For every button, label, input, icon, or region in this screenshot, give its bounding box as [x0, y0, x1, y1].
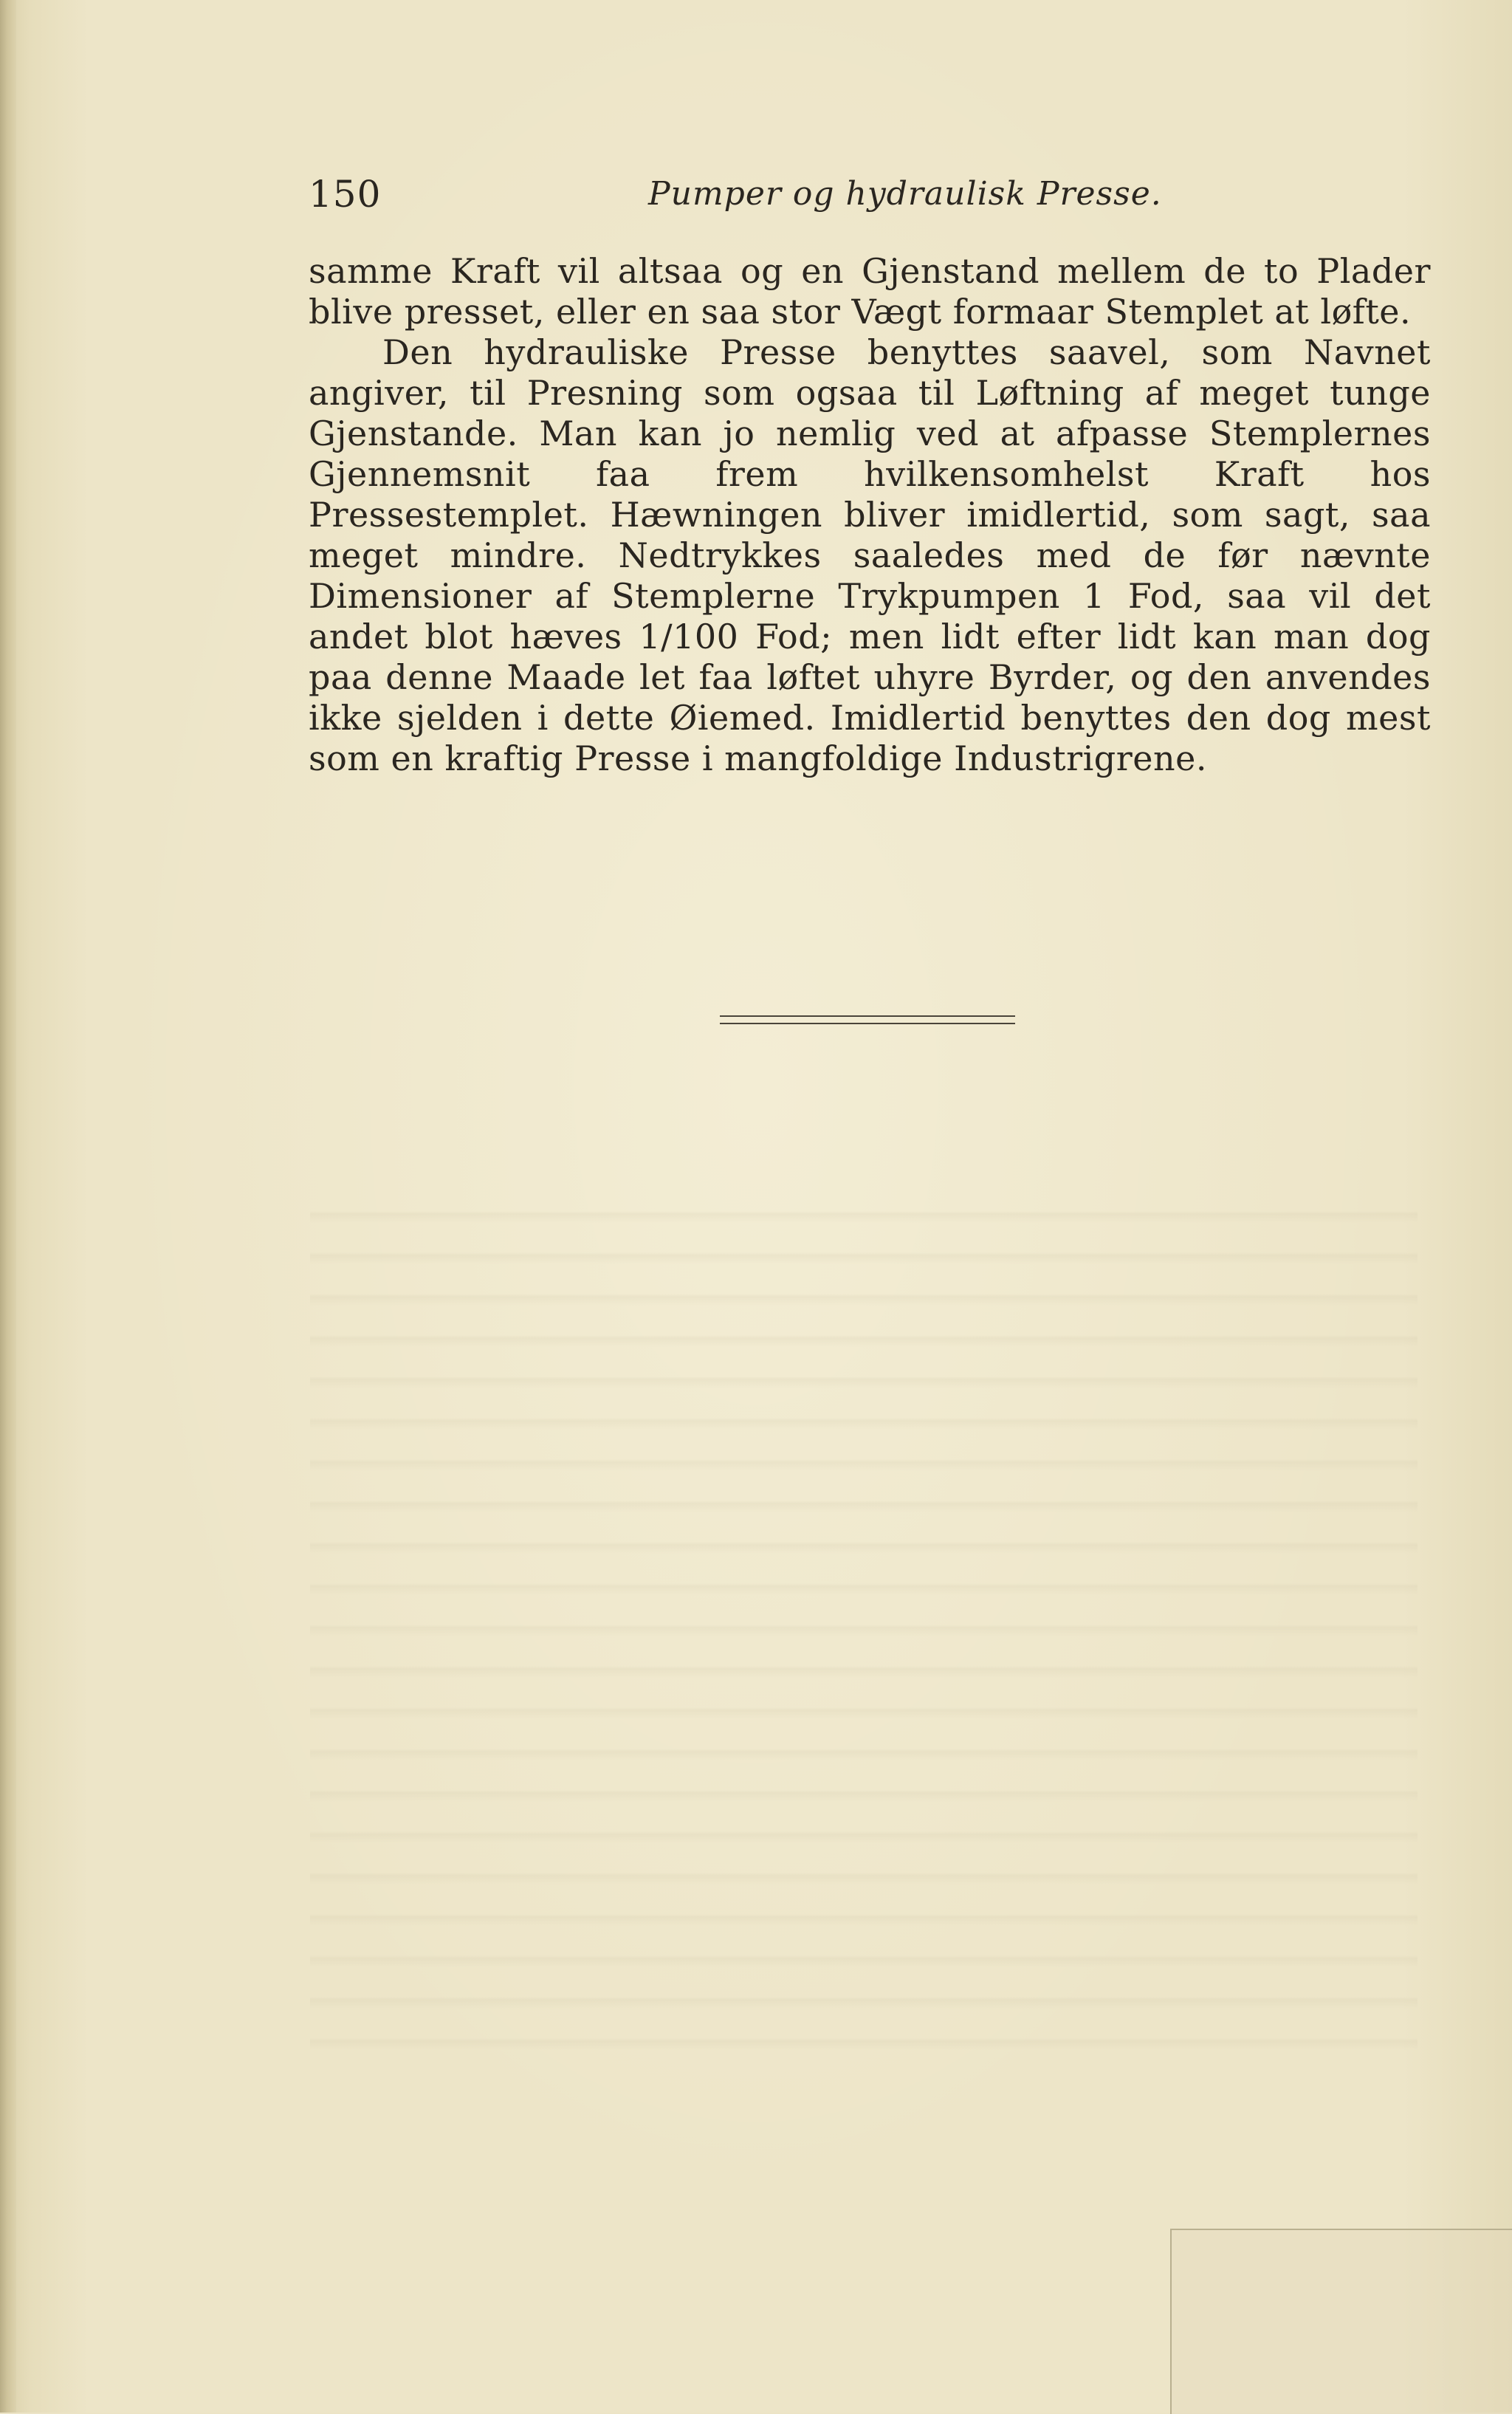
paragraph-continuation: samme Kraft vil altsaa og en Gjenstand mellem de to Plader blive presset, eller en saa stor Vægt formaar Stemplet at løfte.	[309, 251, 1431, 332]
show-through-bleed	[310, 1182, 1418, 2068]
page-spine-shadow	[0, 0, 16, 2413]
body-text	[309, 251, 1431, 779]
page-corner-fold	[1170, 2229, 1512, 2414]
running-head	[309, 168, 1431, 220]
paragraph-hydraulic-press: Den hydrauliske Presse benyttes saavel, som Navnet angiver, til Presning som ogsaa til Løftning af meget tunge Gjenstande. Man kan jo nemlig ved at afpasse Stemplernes Gjennemsnit faa frem hvilkensomhelst Kraft hos Pressestemplet. Hæwningen bliver imidlertid, som sagt, saa meget mindre. Nedtrykkes saaledes med de før nævnte Dimensioner af Stemplerne Trykpumpen 1 Fod, saa vil det andet blot hæves 1/100 Fod; men lidt efter lidt kan man dog paa denne Maade let faa løftet uhyre Byrder, og den anvendes ikke sjelden i dette Øiemed. Imidlertid benyttes den dog mest som en kraftig Presse i mangfoldige Industrigrene.	[309, 332, 1431, 778]
running-title: Pumper og hydraulisk Presse.	[648, 175, 1162, 213]
section-end-rule	[720, 1015, 1015, 1024]
page-number: 150	[309, 173, 382, 216]
